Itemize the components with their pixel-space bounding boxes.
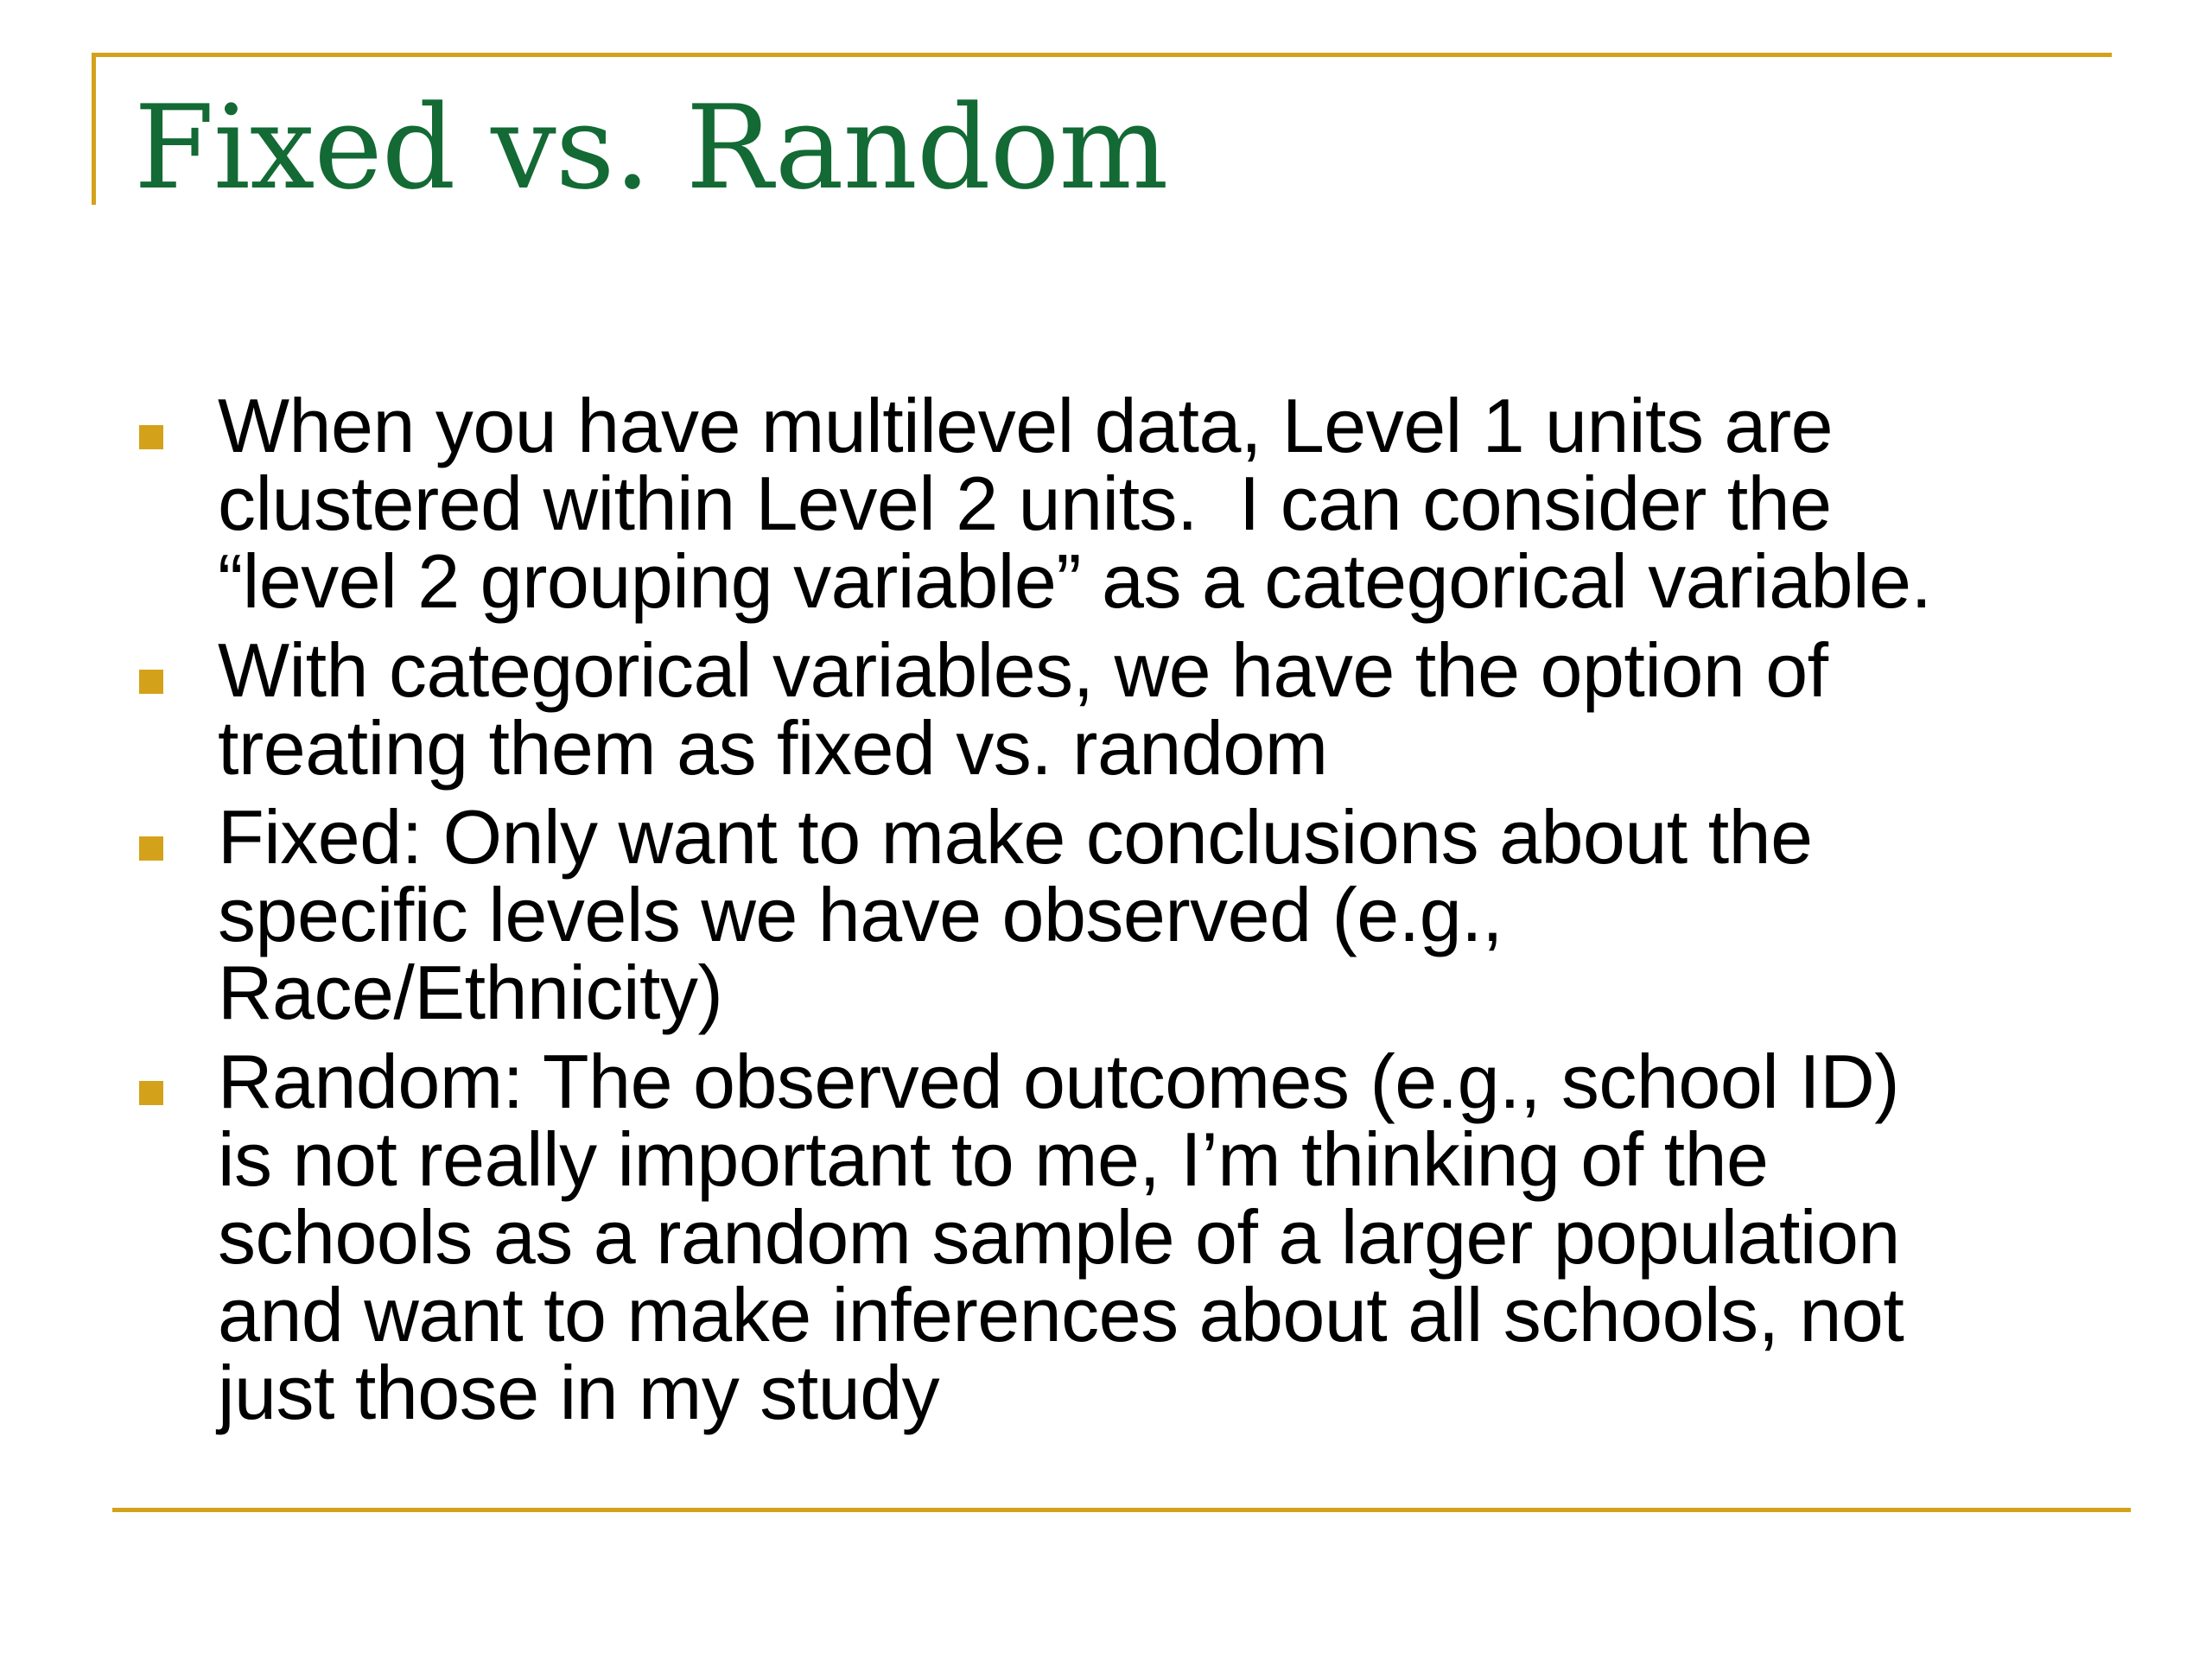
square-bullet-icon [139, 425, 163, 449]
bullet-line: just those in my study [218, 1350, 940, 1435]
bullet-line: Random: The observed outcomes (e.g., school ID) [218, 1039, 1900, 1124]
left-divider [92, 53, 96, 205]
bullet-line: Race/Ethnicity) [218, 950, 723, 1035]
bullet-line: Fixed: Only want to make conclusions about the [218, 794, 1813, 880]
bullet-line: clustered within Level 2 units. I can consider the [218, 461, 1832, 546]
slide-title: Fixed vs. Random [134, 80, 1168, 215]
bullet-line: schools as a random sample of a larger population [218, 1194, 1900, 1280]
bullet-item [134, 383, 2087, 624]
bullet-line: specific levels we have observed (e.g., [218, 872, 1503, 957]
top-divider [92, 53, 2112, 57]
bullet-line: With categorical variables, we have the option of [218, 627, 1828, 713]
bullet-line: treating them as fixed vs. random [218, 705, 1328, 791]
bullet-line: When you have multilevel data, Level 1 units are [218, 383, 1834, 468]
bullet-line: “level 2 grouping variable” as a categorical variable. [218, 538, 1932, 624]
bullet-item [134, 794, 2087, 1035]
bullet-item [134, 1039, 2087, 1435]
square-bullet-icon [139, 670, 163, 694]
bullet-line: is not really important to me, I’m thinking of the [218, 1116, 1769, 1202]
bullet-list [134, 383, 2087, 1443]
bullet-item [134, 627, 2087, 791]
bullet-line: and want to make inferences about all schools, not [218, 1272, 1904, 1357]
bottom-divider [112, 1508, 2131, 1512]
square-bullet-icon [139, 1081, 163, 1105]
square-bullet-icon [139, 836, 163, 861]
